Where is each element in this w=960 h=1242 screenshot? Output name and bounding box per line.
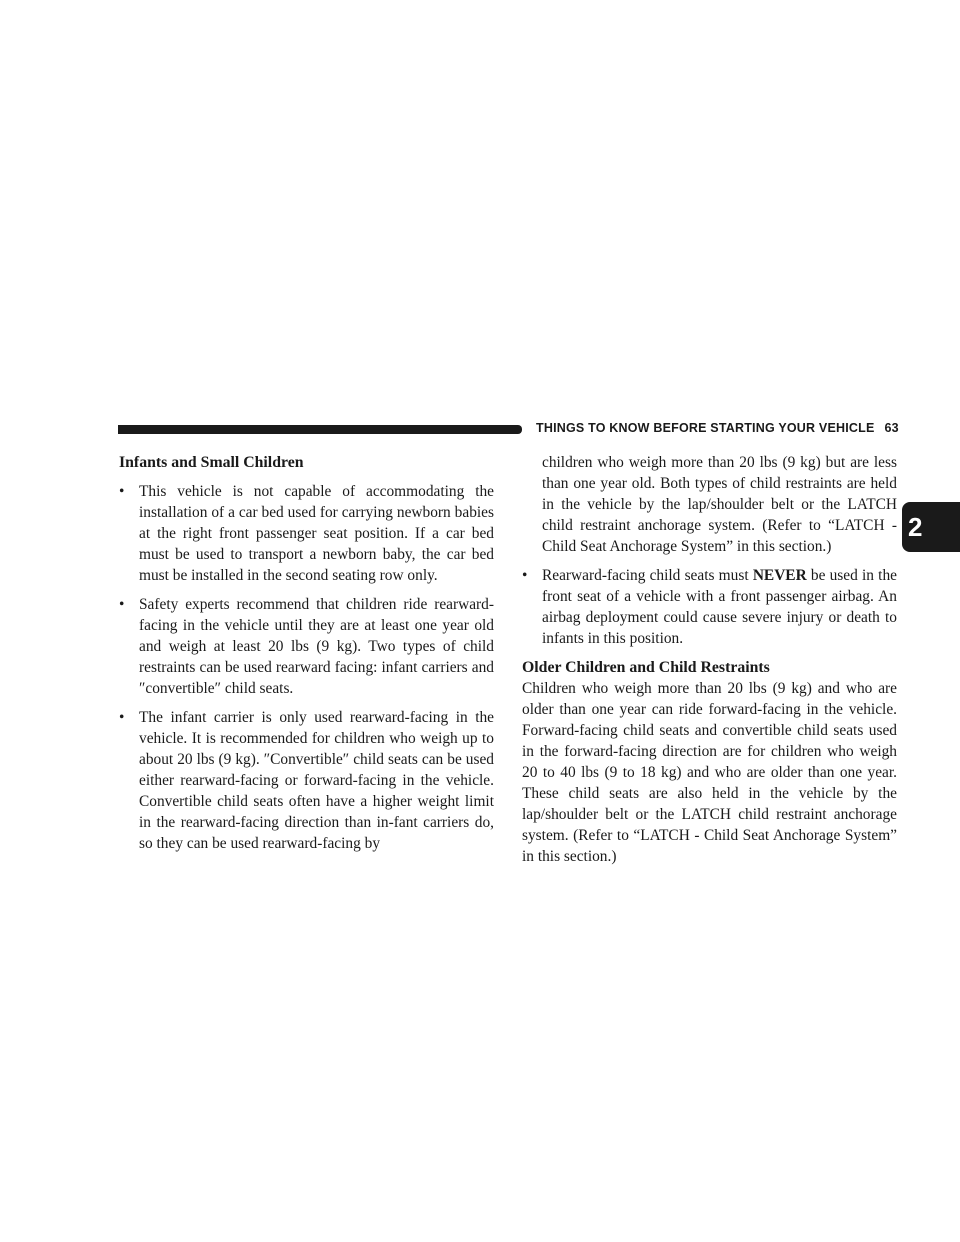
body-paragraph: Children who weigh more than 20 lbs (9 kg) and who are older than one year can ride forward-facing in the vehicle. Forward-facing child seats and convertible child seats used in the forward-facing direction are for children who weigh 20 to 40 lbs (9 to 18 kg) and who are older than one year. These child seats are also held in the vehicle by the lap/shoulder belt or the LATCH child restraint anchorage system. (Refer to “LATCH - Child Seat Anchorage System” in this section.) — [522, 680, 897, 865]
header-rule — [118, 425, 522, 434]
list-item-text: The infant carrier is only used rearward-facing in the vehicle. It is recommended for children who weigh up to about 20 lbs (9 kg). ″Convertible″ child seats can be used either rearward-facing or forward-facing in the vehicle. Convertible child seats often have a higher weight limit in the rearward-facing direction than in-fant carriers do, so they can be used rearward-facing by — [139, 709, 494, 852]
left-column — [119, 452, 494, 862]
bullet-icon: • — [119, 596, 125, 613]
list-item — [522, 565, 897, 649]
page-number: 63 — [884, 421, 899, 435]
section-title: THINGS TO KNOW BEFORE STARTING YOUR VEHICLE — [536, 421, 875, 435]
list-item-continuation: children who weigh more than 20 lbs (9 kg) but are less than one year old. Both types of child restraints are held in the vehicle by the lap/shoulder belt or the LATCH child restraint anchorage system. (Refer to “LATCH - Child Seat Anchorage System” in this section.) — [542, 454, 897, 555]
list-item — [119, 481, 494, 586]
bullet-icon: • — [522, 567, 528, 584]
list-item-text: Rearward-facing child seats must NEVER be used in the front seat of a vehicle with a front passenger airbag. An airbag deployment could cause severe injury or death to infants in this position. — [542, 567, 897, 647]
section-heading: Older Children and Child Restraints — [522, 659, 770, 676]
list-item — [119, 707, 494, 854]
right-column — [522, 452, 897, 867]
emphasis-text: NEVER — [752, 567, 807, 584]
bullet-icon: • — [119, 483, 125, 500]
list-item-text: This vehicle is not capable of accommodating the installation of a car bed used for carrying newborn babies at the right front passenger seat position. If a car bed must be used to transport a newborn baby, the car bed must be installed in the second seating row only. — [139, 483, 494, 584]
chapter-tab: 2 — [902, 502, 960, 552]
list-item — [119, 594, 494, 699]
section-heading: Infants and Small Children — [119, 454, 304, 471]
list-item-text: Safety experts recommend that children ride rearward-facing in the vehicle until they are at least one year old and weigh at least 20 lbs (9 kg). Two types of child restraints can be used rearward facing: infant carriers and ″convertible″ child seats. — [139, 596, 494, 697]
running-header — [536, 421, 899, 435]
bullet-icon: • — [119, 709, 125, 726]
